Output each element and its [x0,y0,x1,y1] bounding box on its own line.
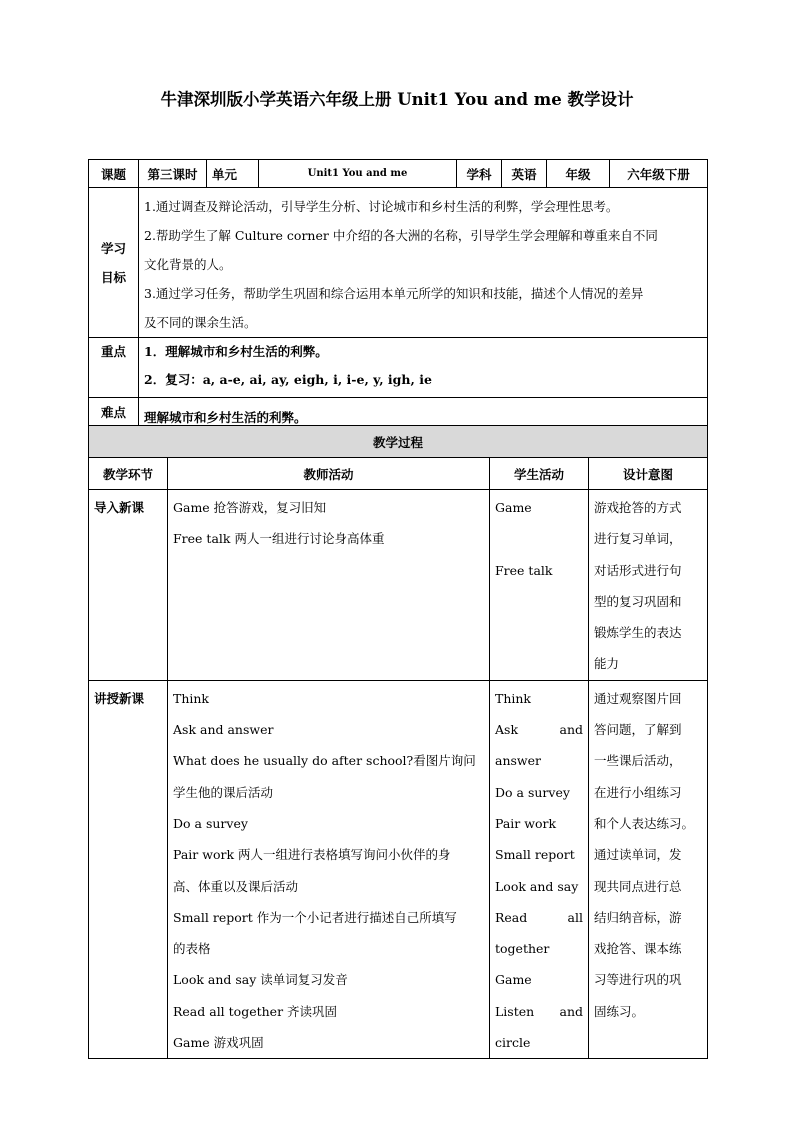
process-table [88,425,708,1059]
intent-line: 通过读单词，发 [594,847,682,863]
key-points-row [89,338,708,398]
objectives-row [89,188,708,338]
teacher-line: Think [173,690,210,706]
teacher-line: Look and say 读单词复习发音 [173,972,348,988]
teacher-line: Free talk 两人一组进行讨论身高体重 [173,531,385,547]
key-point-line: 2．复习：a, a-e, ai, ay, eigh, i, i-e, y, igh, ie [144,372,432,387]
intent-line: 在进行小组练习 [594,784,682,800]
column-header: 设计意图 [589,458,708,490]
keti-label: 课题 [89,160,139,188]
student-line [495,523,583,554]
key-points-label: 重点 [89,338,139,398]
student-activity-cell [490,490,589,681]
intent-line: 习等进行巩的巩 [594,972,682,988]
key-points-content [139,338,708,398]
teacher-line: 学生他的课后活动 [173,784,274,800]
column-header: 教学环节 [89,458,168,490]
intent-line: 型的复习巩固和 [594,593,682,609]
student-line: Small report [495,847,575,863]
student-line: Think [495,690,532,706]
process-row-intro [89,490,708,681]
student-line: Do a survey [495,784,570,800]
teacher-line: 高、体重以及课后活动 [173,878,299,894]
student-line: Game [495,500,532,515]
teacher-line: Read all together 齐读巩固 [173,1003,338,1019]
student-line: circle [495,1035,531,1051]
student-line: Ask and [495,722,583,738]
teacher-line: What does he usually do after school?看图片询问 [173,753,476,769]
design-intent-cell [589,490,708,681]
intent-line: 锻炼学生的表达 [594,625,682,641]
objectives-content [139,188,708,338]
teacher-line: 的表格 [173,941,211,957]
teacher-line: Game 抢答游戏，复习旧知 [173,500,327,515]
process-row-new-lesson [89,680,708,1059]
grade-value: 六年级下册 [610,160,708,188]
teacher-line: Small report 作为一个小记者进行描述自己所填写 [173,909,457,925]
intent-line: 结归纳音标，游 [594,909,682,925]
intent-line: 进行复习单词， [594,531,682,547]
keti-value: 第三课时 [139,160,207,188]
teacher-activity-cell [168,680,490,1059]
grade-label: 年级 [547,160,610,188]
subject-value: 英语 [502,160,547,188]
intent-line: 对话形式进行句 [594,562,682,578]
student-line: answer [495,753,541,769]
student-line: Game [495,972,532,988]
stage-cell: 导入新课 [89,490,168,681]
student-line: Read all [495,909,583,925]
intent-line: 通过观察图片回 [594,690,682,706]
key-point-line: 1．理解城市和乡村生活的利弊。 [144,344,328,359]
info-table [88,159,708,427]
objectives-label: 学习 目标 [89,188,139,338]
document-title: 牛津深圳版小学英语六年级上册 Unit1 You and me 教学设计 [160,90,634,109]
difficulty-content: 理解城市和乡村生活的利弊。 [139,398,708,427]
student-line: Pair work [495,815,557,831]
intent-line: 答问题，了解到 [594,722,682,738]
unit-label: 单元 [207,160,259,188]
intent-line: 固练习。 [594,1003,645,1019]
teacher-line: Do a survey [173,815,248,831]
design-intent-cell [589,680,708,1059]
header-row [89,160,708,188]
stage-cell: 讲授新课 [89,680,168,1059]
objective-line: 3.通过学习任务，帮助学生巩固和综合运用本单元所学的知识和技能，描述个人情况的差异 [144,286,644,301]
process-title-row [89,426,708,458]
student-line: together [495,941,550,957]
objective-line: 及不同的课余生活。 [144,315,257,330]
intent-line: 和个人表达练习。 [594,815,695,831]
student-line: Listen and [495,1003,583,1019]
column-header: 学生活动 [490,458,589,490]
teacher-line: Ask and answer [173,722,274,738]
subject-label: 学科 [457,160,502,188]
objective-line: 1.通过调查及辩论活动，引导学生分析、讨论城市和乡村生活的利弊，学会理性思考。 [144,199,619,214]
column-header: 教师活动 [168,458,490,490]
objective-line: 2.帮助学生了解 Culture corner 中介绍的各大洲的名称，引导学生学会理解和尊重来自不同 [144,228,658,243]
intent-line: 现共同点进行总 [594,878,682,894]
difficulty-label: 难点 [89,398,139,427]
intent-line: 能力 [594,656,620,672]
teacher-line: Pair work 两人一组进行表格填写询问小伙伴的身 [173,847,451,863]
difficulty-row [89,398,708,427]
process-title: 教学过程 [89,426,708,458]
unit-value: Unit1 You and me [259,160,457,188]
student-line: Look and say [495,878,579,894]
intent-line: 一些课后活动， [594,753,682,769]
student-activity-cell [490,680,589,1059]
objective-line: 文化背景的人。 [144,257,232,272]
intent-line: 游戏抢答的方式 [594,500,682,515]
teacher-line: Game 游戏巩固 [173,1035,264,1051]
student-line: Free talk [495,562,553,578]
process-header-row [89,458,708,490]
teacher-activity-cell [168,490,490,681]
intent-line: 戏抢答、课本练 [594,941,682,957]
